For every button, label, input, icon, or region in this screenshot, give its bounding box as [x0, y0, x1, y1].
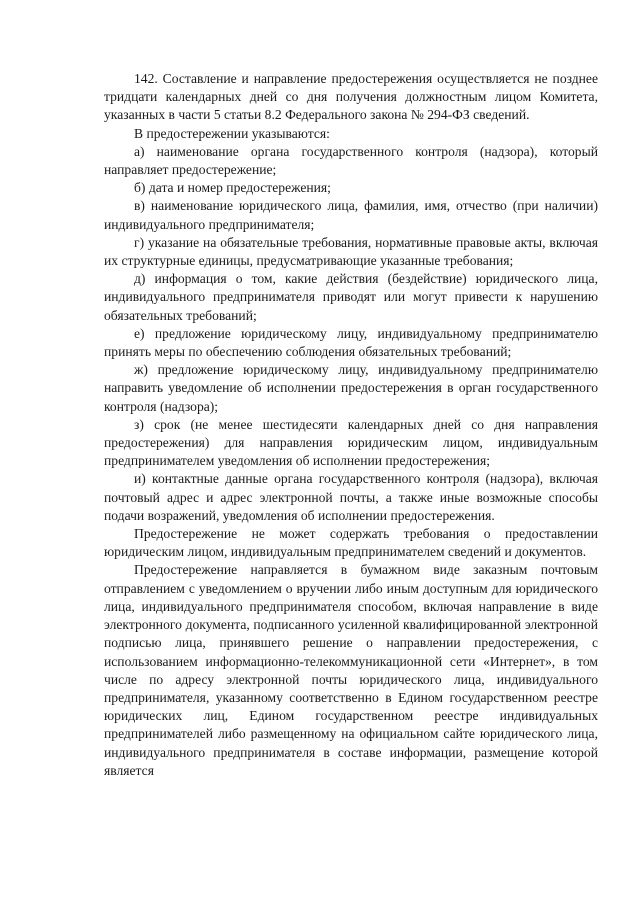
list-item-i: и) контактные данные органа государственного контроля (надзора), включая почтовый адрес и адрес электронной почты, а также иные возможные способы подачи возражений, уведомления об исполнении предостережения. [104, 471, 598, 523]
list-item-e: е) предложение юридическому лицу, индивидуальному предпринимателю принять меры по обеспечению соблюдения обязательных требований; [104, 325, 598, 360]
paragraph-contents-intro: В предостережении указываются: [134, 125, 330, 141]
list-item-a: а) наименование органа государственного контроля (надзора), который направляет предостережение; [104, 143, 598, 178]
list-item-zh: ж) предложение юридическому лицу, индивидуальному предпринимателю направить уведомление об исполнении предостережения в орган государственного контроля (надзора); [104, 362, 598, 414]
paragraph-delivery: Предостережение направляется в бумажном виде заказным почтовым отправлением с уведомлением о вручении либо иным доступным для юридического лица, индивидуального предпринимателя способом, включая направление в виде электронного документа, подписанного усиленной квалифицированной электронной подписью лица, принявшего решение о направлении предостережения, с использованием информационно-телекоммуникационной сети «Интернет», в том числе по адресу электронной почты юридического лица, индивидуального предпринимателя, указанному соответственно в Едином государственном реестре юридических лиц, Едином государственном реестре индивидуальных предпринимателей либо размещенному на официальном сайте юридического лица, индивидуального предпринимателя в составе информации, размещение которой является [104, 562, 598, 778]
list-item-v: в) наименование юридического лица, фамилия, имя, отчество (при наличии) индивидуального предпринимателя; [104, 198, 598, 232]
document-page [104, 70, 598, 780]
paragraph-142: 142. Составление и направление предостережения осуществляется не позднее тридцати календарных дней со дня получения должностным лицом Комитета, указанных в части 5 статьи 8.2 Федерального закона № 294-ФЗ сведений. [104, 71, 598, 123]
list-item-b: б) дата и номер предостережения; [134, 180, 331, 196]
list-item-d: д) информация о том, какие действия (бездействие) юридического лица, индивидуального предпринимателя приводят или могут привести к нарушению обязательных требований; [104, 271, 598, 323]
list-item-z: з) срок (не менее шестидесяти календарных дней со дня направления предостережения) для направления юридическим лицом, индивидуальным предпринимателем уведомления об исполнении предостережения; [104, 416, 598, 469]
paragraph-restrictions: Предостережение не может содержать требования о предоставлении юридическим лицом, индивидуальным предпринимателем сведений и документов. [104, 526, 598, 560]
list-item-g: г) указание на обязательные требования, нормативные правовые акты, включая их структурные единицы, предусматривающие указанные требования; [104, 234, 598, 269]
